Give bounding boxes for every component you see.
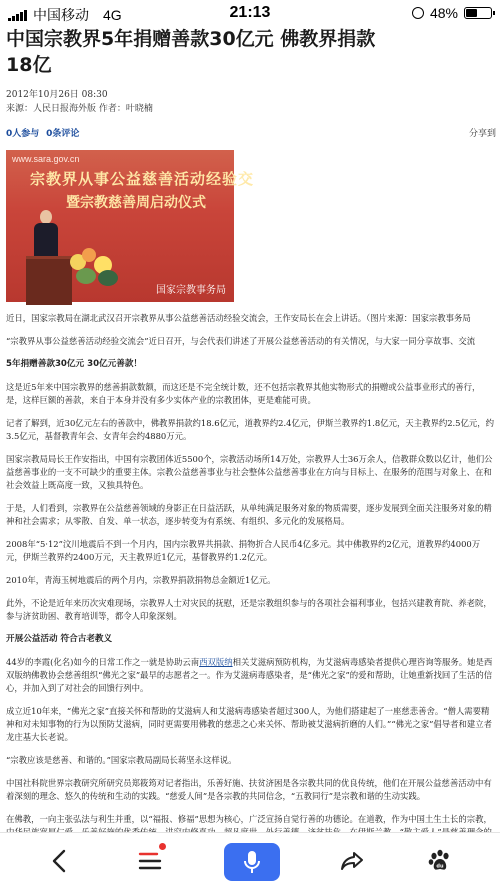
battery-icon: [464, 7, 492, 19]
xishuangbanna-link[interactable]: 西双版纳: [199, 657, 233, 667]
article-date: 2012年10月26日 08:30: [6, 90, 108, 100]
article-photo[interactable]: [6, 150, 255, 302]
photo-watermark: 国家宗教事务局: [156, 285, 226, 296]
carrier-label: 中国移动: [33, 7, 89, 23]
paragraph-text: 相关艾滋病预防机构，为艾滋病毒感染者提供心理咨询等服务。她是西双版纳佛教协会慈善组织“佛光之家”最早的志愿者之一。作为艾滋病毒感染者，是“佛光之家”的爱和帮助，让她重新找回了生活的信心，并加入到了对社会的回馈行列中。: [6, 657, 493, 693]
back-button[interactable]: [42, 845, 78, 877]
share-button[interactable]: [334, 845, 370, 877]
article-body: [0, 312, 500, 865]
paragraph: 近日，国家宗教局在湖北武汉召开宗教界从事公益慈善活动经验交流会，王作安局长在会上讲话。（图片来源：国家宗教事务局: [6, 313, 471, 323]
battery-percent: 48%: [429, 5, 458, 21]
voice-search-button[interactable]: [224, 843, 280, 881]
share-arrow-icon: [339, 850, 365, 872]
paragraph: 国家宗教局局长王作安指出，中国有宗教团体近5500个，宗教活动场所14万处，宗教界人士36万余人，信教群众数以亿计，他们公益慈善事业的一支不可缺少的重要主体。宗教公益慈善事业与社会整体公益慈善事业在方向与目标上、在服务的范围与对象上、在和社会效益上既高度一致，又独具特色。: [6, 454, 493, 490]
photo-url-text: www.sara.gov.cn: [12, 154, 80, 164]
app-home-button[interactable]: [422, 845, 458, 877]
paragraph: 中国社科院世界宗教研究所研究员郑筱筠对记者指出，乐善好施、扶贫济困是各宗教共同的优良传统，他们在开展公益慈善活动中有着深刻的理念、悠久的传统和生动的实践。“慈爱人间”是各宗教的共同信念，“五教同行”是宗教和谐的生动实践。: [6, 778, 492, 801]
paragraph: 于是，人们看到，宗教界在公益慈善领域的身影正在日益活跃，从单纯满足服务对象的物质需要，逐步发展到全面关注服务对象的精神和社会需求；从零散、自发、单一状态，逐步转变为有系统、有组织、多元化的发展格局。: [6, 503, 492, 526]
subheading: 5年捐赠善款30亿元 30亿元善款！: [6, 359, 143, 369]
article-source: 来源：人民日报海外版 作者：叶晓楠: [6, 104, 153, 114]
article-page[interactable]: [0, 26, 500, 832]
bottom-toolbar: [0, 832, 500, 889]
status-bar: [0, 0, 500, 26]
clock: 21:13: [229, 4, 271, 21]
paragraph: 记者了解到，近30亿元左右的善款中，佛教界捐款约18.6亿元，道教界约2.4亿元，伊斯兰教界约1.8亿元，天主教界约2.5亿元，约3.5亿元，基督教青年会、女青年会约4880万元。: [6, 418, 495, 441]
chevron-left-icon: [50, 849, 70, 873]
paragraph: 成立近10年来，“佛光之家”直接关怀和帮助的艾滋病人和艾滋病毒感染者超过300人，为他们搭建起了一座慈悲善舍。“僧人需要精神和对未知事物的行为以预防艾滋病，同时更需要用佛教的慈悲之心来关怀、帮助被艾滋病折磨的人们。”“佛光之家”倡导者和建立者龙庄基大长老说。: [6, 706, 493, 742]
network-label: 4G: [103, 7, 122, 23]
paragraph: 2008年“5·12”汶川地震后不到一个月内，国内宗教界共捐款、捐物折合人民币4亿多元。其中佛教界约2亿元，道教界约4000万元，伊斯兰教界约2400万元，天主教界近1亿元，基督教界约1.2亿元。: [6, 539, 481, 562]
photo-banner-line1: 宗教界从事公益慈善活动经验交: [30, 170, 255, 188]
article-title: 中国宗教界5年捐赠善款30亿元 佛教界捐款18亿: [6, 28, 376, 76]
paragraph: 2010年，青海玉树地震后的两个月内，宗教界捐款捐物总金额近1亿元。: [6, 575, 276, 585]
flowers: [66, 244, 126, 294]
paragraph: “宗教应该是慈善、和谐的。”国家宗教局副局长蒋坚永这样说。: [6, 755, 237, 765]
paragraph-with-link: [6, 656, 494, 695]
photo-banner-line2: 暨宗教慈善周启动仪式: [66, 195, 206, 211]
article-actions: [0, 116, 500, 142]
paragraph: 在佛教，一向主张弘法与利生并重，以“福报、修福”思想为核心，广泛宣扬自觉行善的功德论。在道教，作为中国土生土长的宗教，: [6, 814, 492, 824]
article-meta: [0, 78, 500, 116]
rotation-lock-icon: [412, 7, 424, 19]
paragraph-text: 44岁的李霞(化名)如今的日常工作之一就是协助云南: [6, 657, 200, 667]
microphone-icon: [242, 849, 262, 875]
participants-link[interactable]: 0人参与: [6, 129, 40, 139]
paw-icon: [427, 848, 453, 874]
menu-icon: [137, 850, 163, 872]
comments-link[interactable]: 0条评论: [46, 129, 80, 139]
paragraph: “宗教界从事公益慈善活动经验交流会”近日召开，与会代表们讲述了开展公益慈善活动的有关情况，与大家一同分享故事、交流: [6, 336, 476, 346]
status-right: [412, 5, 492, 21]
menu-button[interactable]: [132, 845, 168, 877]
notification-badge: [159, 843, 166, 850]
paragraph: 此外，不论是近年来历次灾难现场，宗教界人士对灾民的抚慰，还是宗教组织参与的各项社会福利事业，包括兴建教育院、养老院，参与济贫助困、教育培训等，都令人印象深刻。: [6, 598, 492, 621]
svg-text:du: du: [436, 863, 444, 870]
paragraph: 这是近5年来中国宗教界的慈善捐款数额，而这还是不完全统计数，还不包括宗教界其他实物形式的捐赠或公益事业形式的善行，是，这样巨额的善款，来自于本身并没有多少实体产业的宗教团体，更是难能可贵。: [6, 382, 481, 405]
share-to-label[interactable]: 分享到: [468, 129, 496, 139]
subheading: 开展公益活动 符合古老教义: [6, 634, 113, 644]
